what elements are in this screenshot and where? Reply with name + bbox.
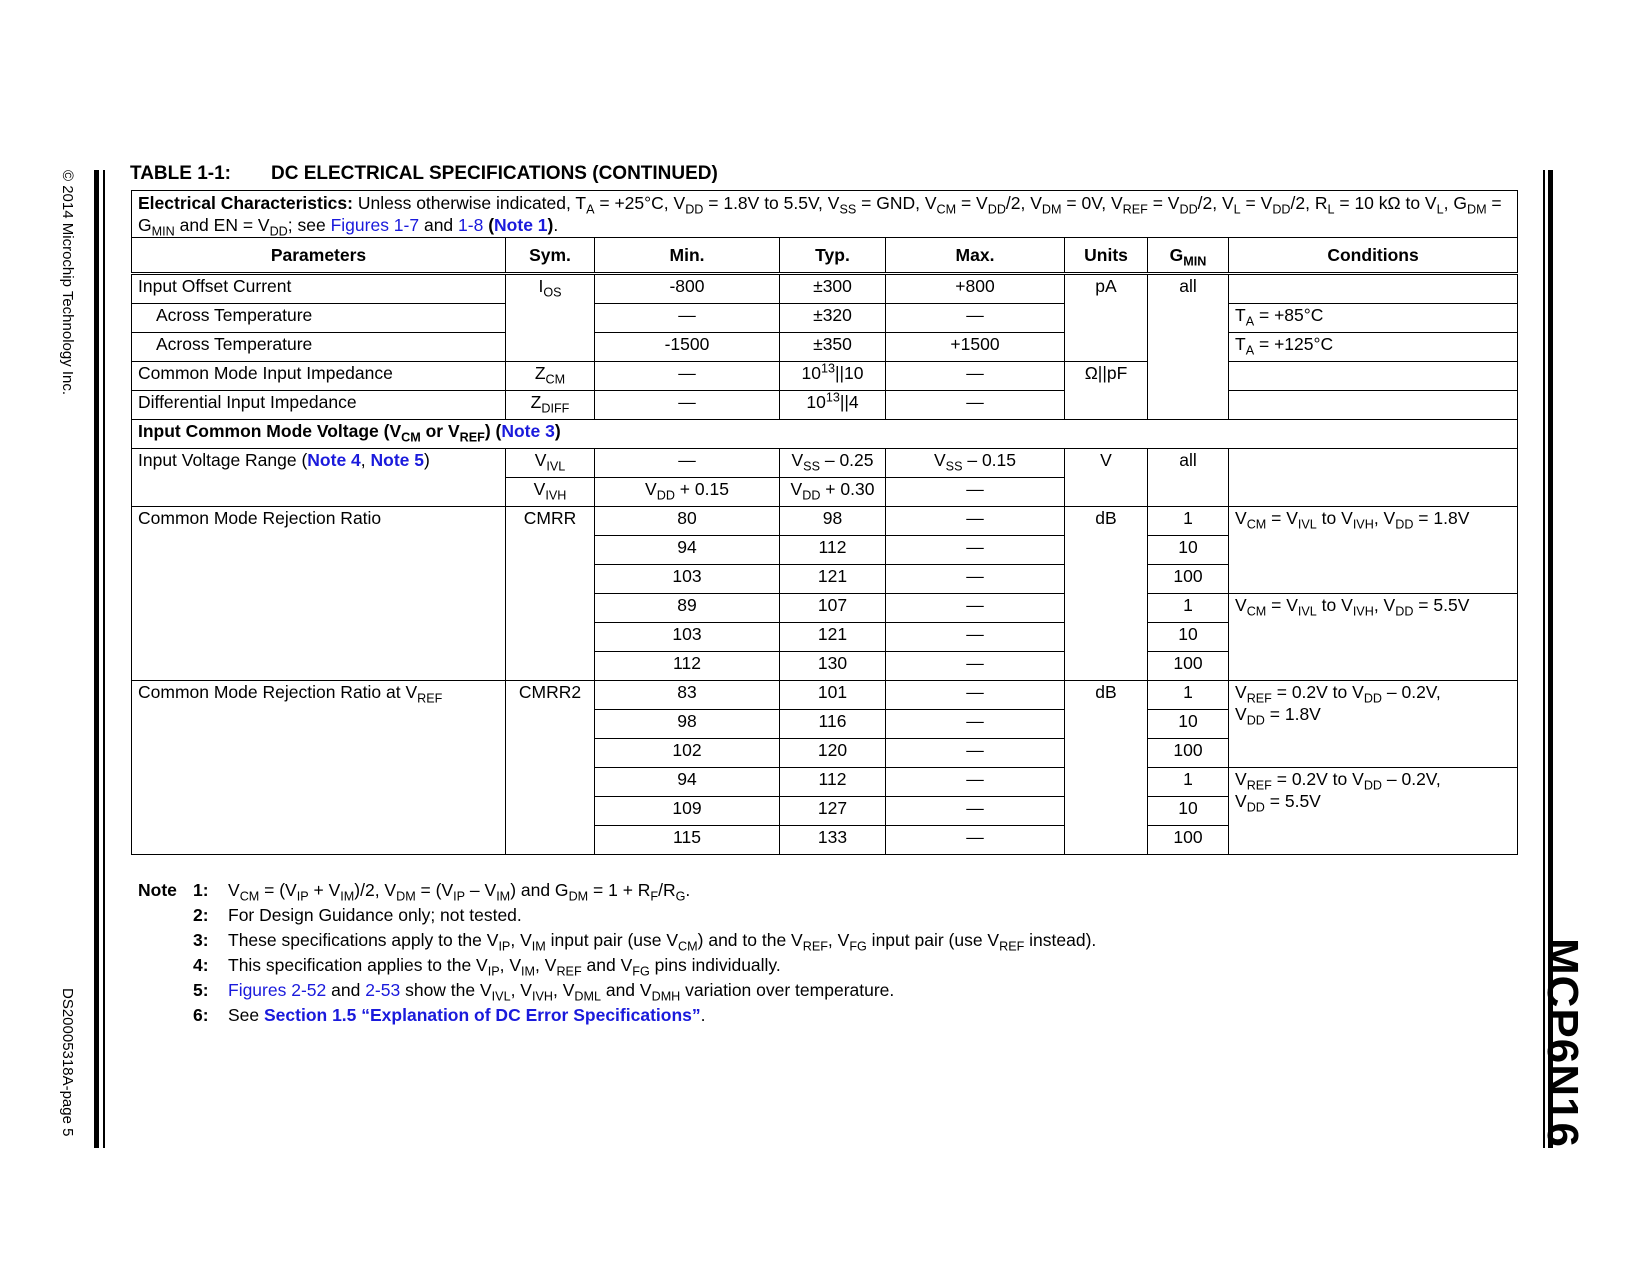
- gmin-value: 1: [1148, 681, 1229, 710]
- units-ohm-pf: Ω||pF: [1065, 362, 1148, 420]
- gmin-value: 1: [1148, 768, 1229, 797]
- value-max: —: [886, 362, 1065, 391]
- value-max: —: [886, 391, 1065, 420]
- condition-ta: $T_A = +125^\circ C$: [1229, 333, 1518, 362]
- value-typ: ±320: [780, 304, 886, 333]
- table-row: [132, 449, 1518, 478]
- section-header-row: [132, 420, 1518, 449]
- table-title-label: TABLE 1-1:: [130, 163, 231, 184]
- gmin-value: 100: [1148, 652, 1229, 681]
- condition-empty: [1229, 362, 1518, 391]
- value-typ: 133: [780, 826, 886, 855]
- value-max: —: [886, 507, 1065, 536]
- value-max: —: [886, 797, 1065, 826]
- condition-cmrr-5v5: $V_{CM} = V_{IVL}$ to $V_{IVH}$, $V_{DD} = 5.5V$: [1229, 594, 1518, 681]
- gmin-all: all: [1148, 449, 1229, 507]
- condition-empty: [1229, 274, 1518, 304]
- gmin-value: 1: [1148, 507, 1229, 536]
- condition-ta: $T_A = +85^\circ C$: [1229, 304, 1518, 333]
- table-row: [132, 362, 1518, 391]
- value-typ: 116: [780, 710, 886, 739]
- table-notes: [138, 878, 1096, 1028]
- value-typ: 101: [780, 681, 886, 710]
- note-3: 3: These specifications apply to the $V_{IP}$, $V_{IM}$ input pair (use $V_{CM}$) and to the $V_{REF}$, $V_{FG}$ input pair (use $V_{REF}$ instead).: [193, 930, 1097, 954]
- value-typ: $V_{DD} + 0.30$: [780, 478, 886, 507]
- sym-ios: $I_{OS}$: [506, 274, 595, 362]
- note-1: Note 1: $V_{CM} = (V_{IP} + V_{IM})/2$, $V_{DM} = (V_{IP} - V_{IM})$ and $G_{DM} = 1 + R_F/R_G$.: [138, 880, 691, 904]
- value-typ: $10^{13}||4$: [780, 391, 886, 420]
- value-min: —: [595, 304, 780, 333]
- units-pa: pA: [1065, 274, 1148, 362]
- header-gmin: $G_{MIN}$: [1148, 238, 1229, 274]
- section-1-5-link[interactable]: Section 1.5 “Explanation of DC Error Specifications”: [264, 1005, 701, 1025]
- sym-vivh: $V_{IVH}$: [506, 478, 595, 507]
- value-typ: 98: [780, 507, 886, 536]
- param-input-voltage-range: Input Voltage Range (Note 4, Note 5): [132, 449, 506, 507]
- condition-empty: [1229, 391, 1518, 420]
- table-row: [132, 274, 1518, 304]
- value-min: 89: [595, 594, 780, 623]
- header-row: [132, 238, 1518, 274]
- sym-zcm: $Z_{CM}$: [506, 362, 595, 391]
- value-typ: 130: [780, 652, 886, 681]
- table-row: [132, 391, 1518, 420]
- value-typ: $V_{SS} - 0.25$: [780, 449, 886, 478]
- sym-cmrr: CMRR: [506, 507, 595, 681]
- value-min: 112: [595, 652, 780, 681]
- value-min: —: [595, 449, 780, 478]
- value-max: —: [886, 768, 1065, 797]
- value-max: —: [886, 681, 1065, 710]
- value-min: -800: [595, 274, 780, 304]
- header-parameters: Parameters: [132, 238, 506, 274]
- note-5: 5: Figures 2-52 and 2-53 show the $V_{IVL}$, $V_{IVH}$, $V_{DML}$ and $V_{DMH}$ variation over temperature.: [193, 980, 895, 1004]
- value-max: —: [886, 594, 1065, 623]
- value-min: —: [595, 391, 780, 420]
- dc-spec-table: [131, 190, 1518, 855]
- table-title: [130, 163, 718, 185]
- header-units: Units: [1065, 238, 1148, 274]
- figures-2-52-link[interactable]: Figures 2-52: [228, 980, 327, 1000]
- value-max: +800: [886, 274, 1065, 304]
- value-max: —: [886, 739, 1065, 768]
- value-min: -1500: [595, 333, 780, 362]
- value-typ: 112: [780, 536, 886, 565]
- left-rule-thin: [103, 170, 105, 1148]
- value-typ: ±300: [780, 274, 886, 304]
- note-1-link[interactable]: Note 1: [494, 215, 548, 235]
- value-max: —: [886, 826, 1065, 855]
- param-across-temperature: Across Temperature: [132, 304, 506, 333]
- units-db: dB: [1065, 507, 1148, 681]
- param-across-temperature: Across Temperature: [132, 333, 506, 362]
- gmin-all: all: [1148, 274, 1229, 420]
- sym-vivl: $V_{IVL}$: [506, 449, 595, 478]
- value-typ: 120: [780, 739, 886, 768]
- note-2: 2: For Design Guidance only; not tested.: [193, 905, 522, 925]
- units-db: dB: [1065, 681, 1148, 855]
- value-min: 109: [595, 797, 780, 826]
- param-input-offset-current: Input Offset Current: [132, 274, 506, 304]
- figures-1-7-link[interactable]: Figures 1-7: [330, 215, 420, 235]
- value-max: —: [886, 652, 1065, 681]
- electrical-characteristics: Electrical Characteristics: Unless otherwise indicated, $T_A = +25^\circ C$, $V_{DD} = 1.8V$ to 5.5V, $V_{SS}$ = GND, $V_{CM} = V_{DD}/2$, $V_{DM} = 0V$, $V_{REF} = V_{DD}/2$, $V_L = V_{DD}/2$, $R_L = 10$ kΩ to $V_L$, $G_{DM} = G_{MIN}$ and EN = $V_{DD}$; see Figures 1-7 and 1-8 (Note 1).: [132, 191, 1518, 238]
- value-typ: 112: [780, 768, 886, 797]
- value-max: —: [886, 565, 1065, 594]
- value-min: 80: [595, 507, 780, 536]
- value-max: —: [886, 623, 1065, 652]
- gmin-value: 10: [1148, 797, 1229, 826]
- value-typ: ±350: [780, 333, 886, 362]
- value-typ: 121: [780, 623, 886, 652]
- value-max: —: [886, 536, 1065, 565]
- header-min: Min.: [595, 238, 780, 274]
- value-typ: 127: [780, 797, 886, 826]
- section-input-common-mode-voltage: Input Common Mode Voltage ($V_{CM}$ or $V_{REF}$) (Note 3): [132, 420, 1518, 449]
- value-typ: 121: [780, 565, 886, 594]
- gmin-value: 100: [1148, 826, 1229, 855]
- param-cmrr-vref: Common Mode Rejection Ratio at $V_{REF}$: [132, 681, 506, 855]
- left-rule-thick: [94, 170, 99, 1148]
- table-row: [132, 333, 1518, 362]
- param-common-mode-impedance: Common Mode Input Impedance: [132, 362, 506, 391]
- header-max: Max.: [886, 238, 1065, 274]
- sym-cmrr2: CMRR2: [506, 681, 595, 855]
- table-row: [132, 681, 1518, 710]
- note-6: 6: See Section 1.5 “Explanation of DC Error Specifications”.: [193, 1005, 706, 1025]
- condition-cmrr2-1v8: $V_{REF} = 0.2V$ to $V_{DD} - 0.2V$, $V_{DD} = 1.8V$: [1229, 681, 1518, 768]
- note-3-link[interactable]: Note 3: [501, 421, 555, 441]
- note-5-link[interactable]: Note 5: [370, 450, 424, 470]
- note-4-link[interactable]: Note 4: [307, 450, 361, 470]
- gmin-value: 100: [1148, 565, 1229, 594]
- value-max: —: [886, 710, 1065, 739]
- condition-empty: [1229, 449, 1518, 507]
- copyright-notice: © 2014 Microchip Technology Inc.: [59, 170, 76, 396]
- note-4: 4: This specification applies to the $V_{IP}$, $V_{IM}$, $V_{REF}$ and $V_{FG}$ pins individually.: [193, 955, 781, 979]
- value-max: +1500: [886, 333, 1065, 362]
- value-min: 103: [595, 623, 780, 652]
- param-cmrr: Common Mode Rejection Ratio: [132, 507, 506, 681]
- value-min: 83: [595, 681, 780, 710]
- value-min: —: [595, 362, 780, 391]
- gmin-value: 1: [1148, 594, 1229, 623]
- value-min: 94: [595, 768, 780, 797]
- header-typ: Typ.: [780, 238, 886, 274]
- value-min: $V_{DD} + 0.15$: [595, 478, 780, 507]
- header-conditions: Conditions: [1229, 238, 1518, 274]
- value-min: 98: [595, 710, 780, 739]
- value-max: —: [886, 478, 1065, 507]
- value-min: 94: [595, 536, 780, 565]
- gmin-value: 10: [1148, 536, 1229, 565]
- table-row: [132, 507, 1518, 536]
- table-title-text: DC ELECTRICAL SPECIFICATIONS (CONTINUED): [270, 163, 718, 184]
- gmin-value: 10: [1148, 623, 1229, 652]
- value-max: —: [886, 304, 1065, 333]
- figure-1-8-link[interactable]: 1-8: [458, 215, 484, 235]
- value-typ: 107: [780, 594, 886, 623]
- condition-cmrr-1v8: $V_{CM} = V_{IVL}$ to $V_{IVH}$, $V_{DD} = 1.8V$: [1229, 507, 1518, 594]
- value-min: 115: [595, 826, 780, 855]
- value-min: 103: [595, 565, 780, 594]
- value-max: $V_{SS} - 0.15$: [886, 449, 1065, 478]
- gmin-value: 100: [1148, 739, 1229, 768]
- value-min: 102: [595, 739, 780, 768]
- electrical-characteristics-row: [132, 191, 1518, 238]
- part-number: MCP6N16: [1538, 938, 1587, 1148]
- units-v: V: [1065, 449, 1148, 507]
- gmin-value: 10: [1148, 710, 1229, 739]
- value-typ: $10^{13}||10$: [780, 362, 886, 391]
- table-row: [132, 304, 1518, 333]
- condition-cmrr2-5v5: $V_{REF} = 0.2V$ to $V_{DD} - 0.2V$, $V_{DD} = 5.5V$: [1229, 768, 1518, 855]
- param-differential-impedance: Differential Input Impedance: [132, 391, 506, 420]
- figure-2-53-link[interactable]: 2-53: [365, 980, 401, 1000]
- header-sym: Sym.: [506, 238, 595, 274]
- document-page-number: DS20005318A-page 5: [59, 988, 76, 1137]
- sym-zdiff: $Z_{DIFF}$: [506, 391, 595, 420]
